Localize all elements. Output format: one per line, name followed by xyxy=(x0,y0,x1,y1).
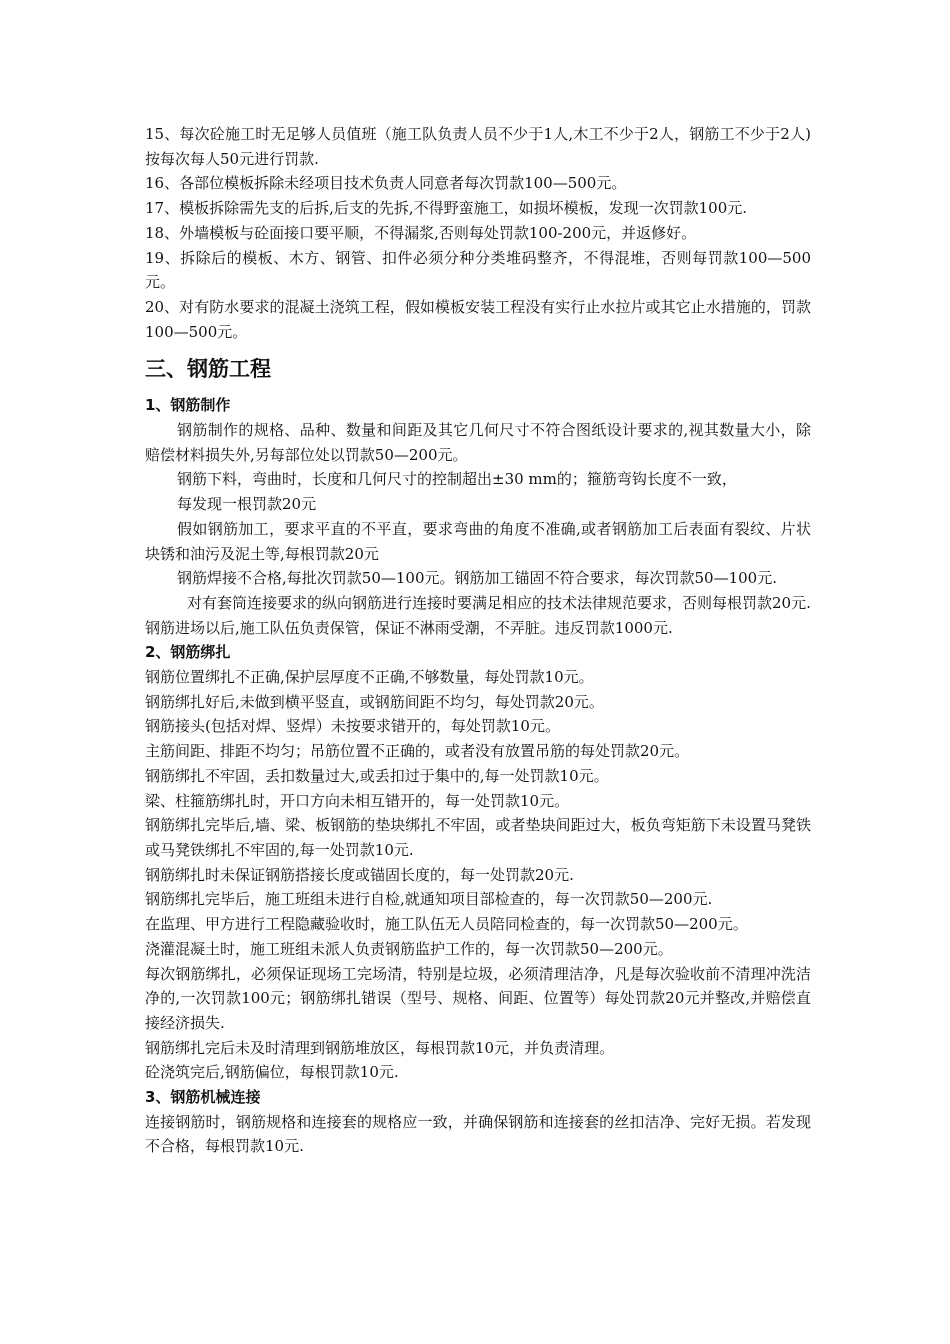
rebar-binding-para-4: 主筋间距、排距不均匀；吊筋位置不正确的，或者没有放置吊筋的每处罚款20元。 xyxy=(145,742,690,761)
rebar-binding-para-6: 梁、柱箍筋绑扎时，开口方向未相互错开的，每一处罚款10元。 xyxy=(145,791,570,810)
rebar-binding-para-12: 每次钢筋绑扎，必须保证现场工完场清，特别是垃圾，必须清理洁净，凡是每次验收前不清理冲洗洁净的,一次罚款100元；钢筋绑扎错误（型号、规格、间距、位置等）每处罚款20元并整改,并赔偿直接经济损失. xyxy=(145,964,811,1032)
rebar-binding-para-2: 钢筋绑扎好后,未做到横平竖直，或钢筋间距不均匀，每处罚款20元。 xyxy=(145,692,604,711)
rebar-binding-para-7: 钢筋绑扎完毕后,墙、梁、板钢筋的垫块绑扎不牢固，或者垫块间距过大，板负弯矩筋下未设置马凳铁或马凳铁绑扎不牢固的,每一处罚款10元. xyxy=(145,816,811,859)
rebar-fabrication-para-6: 对有套筒连接要求的纵向钢筋进行连接时要满足相应的技术法律规范要求，否则每根罚款20元. xyxy=(187,593,811,612)
rebar-binding-para-11: 浇灌混凝土时，施工班组未派人负责钢筋监护工作的，每一次罚款50—200元。 xyxy=(145,939,673,958)
rebar-binding-para-14: 砼浇筑完后,钢筋偏位，每根罚款10元. xyxy=(145,1063,399,1082)
rebar-fabrication-para-3: 每发现一根罚款20元 xyxy=(177,495,317,514)
document-page xyxy=(145,122,811,1159)
rebar-binding-para-3: 钢筋接头(包括对焊、竖焊）未按要求错开的，每处罚款10元。 xyxy=(145,717,560,736)
clause-18: 18、外墙模板与砼面接口要平顺，不得漏浆,否则每处罚款100-200元，并返修好。 xyxy=(145,223,697,242)
subsection-title-2: 2、钢筋绑扎 xyxy=(145,643,231,662)
section-title: 三、钢筋工程 xyxy=(145,357,271,382)
rebar-binding-para-10: 在监理、甲方进行工程隐藏验收时，施工队伍无人员陪同检查的，每一次罚款50—200元。 xyxy=(145,915,748,934)
subsection-title-3: 3、钢筋机械连接 xyxy=(145,1088,261,1107)
clause-19: 19、拆除后的模板、木方、钢管、扣件必须分种分类堆码整齐，不得混堆，否则每罚款100—500元。 xyxy=(145,248,811,292)
rebar-binding-para-8: 钢筋绑扎时未保证钢筋搭接长度或锚固长度的，每一处罚款20元. xyxy=(145,865,574,884)
rebar-fabrication-para-2: 钢筋下料，弯曲时，长度和几何尺寸的控制超出±30 mm的；箍筋弯钩长度不一致， xyxy=(177,470,737,489)
clause-15: 15、每次砼施工时无足够人员值班（施工队负责人员不少于1人,木工不少于2人，钢筋工不少于2人)按每次每人50元进行罚款. xyxy=(145,125,811,168)
rebar-fabrication-para-7: 钢筋进场以后,施工队伍负责保管，保证不淋雨受潮，不弄脏。违反罚款1000元. xyxy=(145,618,673,637)
rebar-binding-para-1: 钢筋位置绑扎不正确,保护层厚度不正确,不够数量，每处罚款10元。 xyxy=(145,668,594,687)
clause-20: 20、对有防水要求的混凝土浇筑工程，假如模板安装工程没有实行止水拉片或其它止水措施的，罚款100—500元。 xyxy=(145,297,811,341)
rebar-fabrication-para-1: 钢筋制作的规格、品种、数量和间距及其它几何尺寸不符合图纸设计要求的,视其数量大小，除赔偿材料损失外,另每部位处以罚款50—200元。 xyxy=(145,421,811,464)
rebar-binding-para-13: 钢筋绑扎完后未及时清理到钢筋堆放区，每根罚款10元，并负责清理。 xyxy=(145,1038,615,1057)
rebar-binding-para-9: 钢筋绑扎完毕后，施工班组未进行自检,就通知项目部检查的，每一次罚款50—200元. xyxy=(145,890,713,909)
subsection-title-1: 1、钢筋制作 xyxy=(145,396,231,415)
mechanical-connection-para-1: 连接钢筋时，钢筋规格和连接套的规格应一致，并确保钢筋和连接套的丝扣洁净、完好无损。若发现不合格，每根罚款10元. xyxy=(145,1112,811,1156)
rebar-binding-para-5: 钢筋绑扎不牢固，丢扣数量过大,或丢扣过于集中的,每一处罚款10元。 xyxy=(145,766,609,785)
clause-17: 17、模板拆除需先支的后拆,后支的先拆,不得野蛮施工，如损坏模板，发现一次罚款100元. xyxy=(145,199,748,218)
rebar-fabrication-para-4: 假如钢筋加工，要求平直的不平直，要求弯曲的角度不准确,或者钢筋加工后表面有裂纹、片状块锈和油污及泥土等,每根罚款20元 xyxy=(145,519,811,563)
clause-16: 16、各部位模板拆除未经项目技术负责人同意者每次罚款100—500元。 xyxy=(145,174,627,193)
rebar-fabrication-para-5: 钢筋焊接不合格,每批次罚款50—100元。钢筋加工锚固不符合要求，每次罚款50—100元. xyxy=(177,569,777,588)
